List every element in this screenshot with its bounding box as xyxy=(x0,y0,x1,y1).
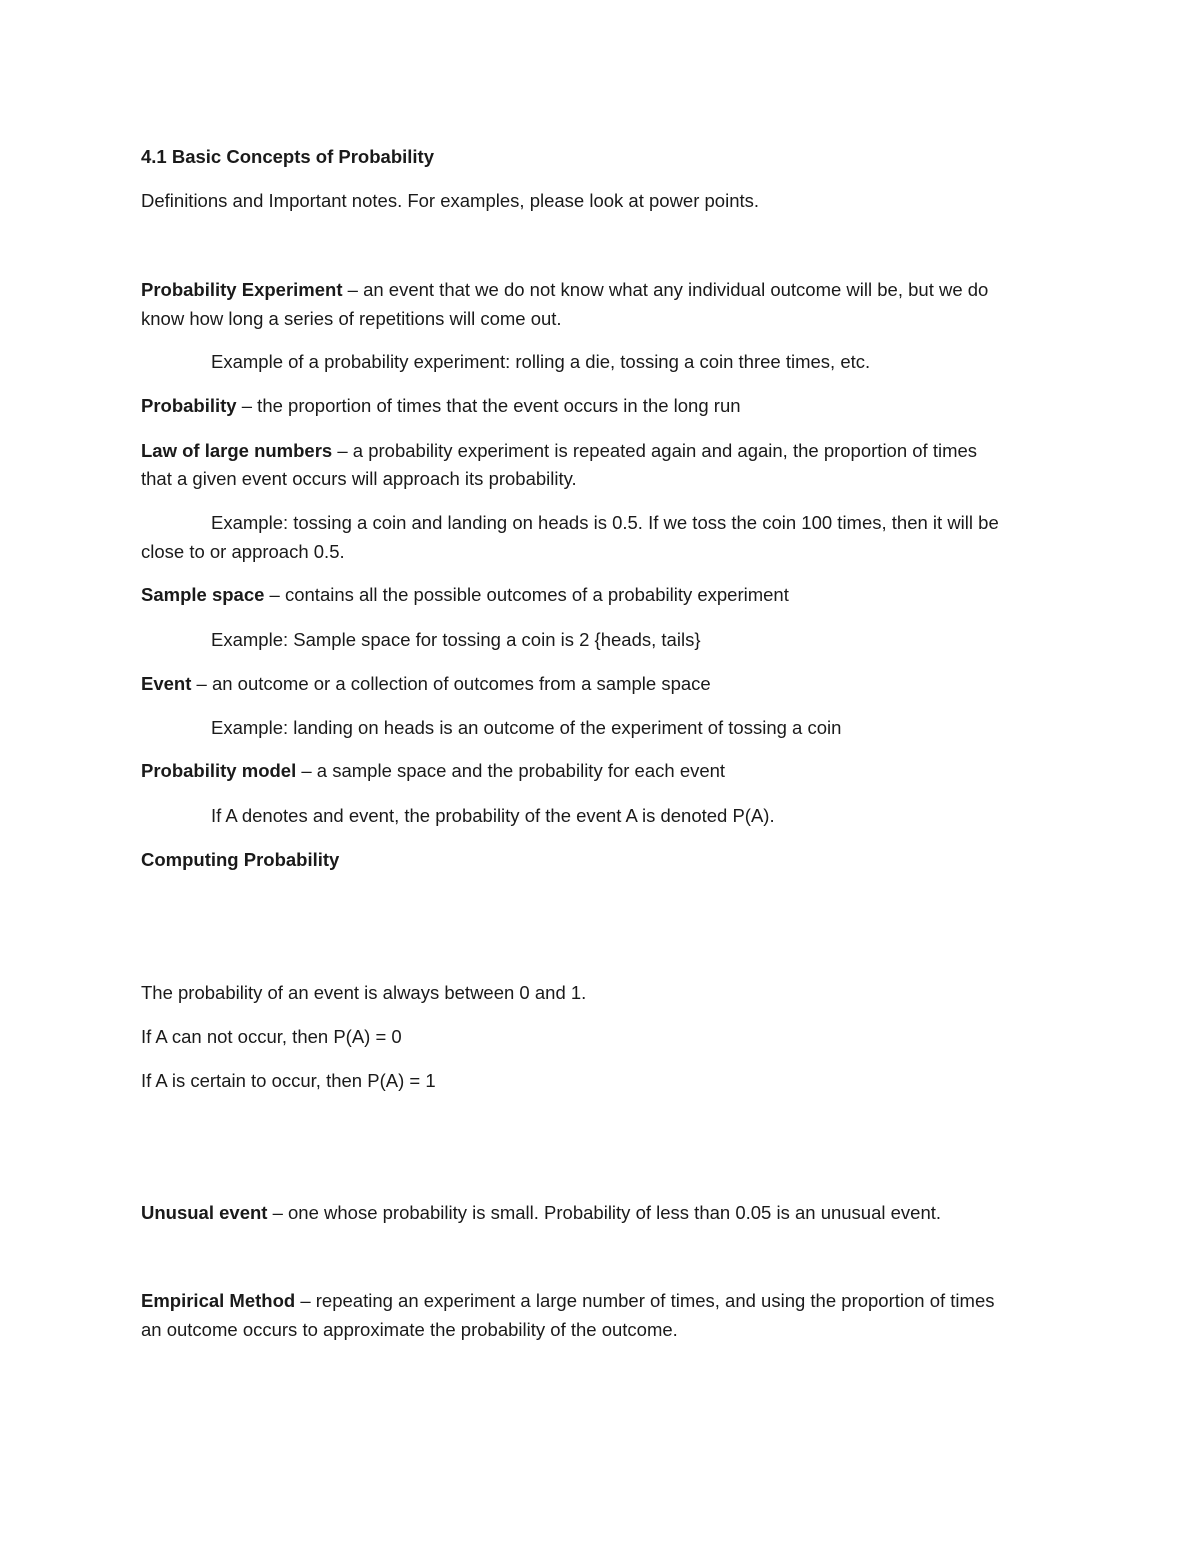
term-probability: Probability xyxy=(141,395,237,416)
definition-event: Event – an outcome or a collection of outcomes from a sample space xyxy=(141,673,711,694)
definition-probability-experiment-cont: know how long a series of repetitions will come out. xyxy=(141,308,562,329)
term-sample-space: Sample space xyxy=(141,584,265,605)
definition-probability-model: Probability model – a sample space and the probability for each event xyxy=(141,760,726,781)
definition-law-large-numbers-cont: that a given event occurs will approach its probability. xyxy=(141,468,577,489)
definition-empirical-method-cont: an outcome occurs to approximate the probability of the outcome. xyxy=(141,1319,678,1340)
definition-probability: Probability – the proportion of times that the event occurs in the long run xyxy=(141,395,741,416)
definition-empirical-method: Empirical Method – repeating an experiment a large number of times, and using the proportion of times xyxy=(141,1290,995,1311)
section-title: 4.1 Basic Concepts of Probability xyxy=(141,146,434,167)
term-empirical-method: Empirical Method xyxy=(141,1290,296,1311)
example-event: Example: landing on heads is an outcome of the experiment of tossing a coin xyxy=(211,717,842,738)
definition-law-large-numbers: Law of large numbers – a probability experiment is repeated again and again, the proportion of times xyxy=(141,440,978,461)
computing-heading: Computing Probability xyxy=(141,849,340,870)
intro-text: Definitions and Important notes. For examples, please look at power points. xyxy=(141,190,760,211)
example-probability-experiment: Example of a probability experiment: rolling a die, tossing a coin three times, etc. xyxy=(211,351,871,372)
note-probability-model: If A denotes and event, the probability of the event A is denoted P(A). xyxy=(211,805,775,826)
example-law-large-numbers-cont: close to or approach 0.5. xyxy=(141,541,345,562)
term-unusual-event: Unusual event xyxy=(141,1202,268,1223)
term-probability-experiment: Probability Experiment xyxy=(141,279,343,300)
term-event: Event xyxy=(141,673,192,694)
computing-rule-range: The probability of an event is always between 0 and 1. xyxy=(141,982,587,1003)
example-sample-space: Example: Sample space for tossing a coin is 2 {heads, tails} xyxy=(211,629,701,650)
computing-rule-zero: If A can not occur, then P(A) = 0 xyxy=(141,1026,402,1047)
definition-probability-experiment: Probability Experiment – an event that we do not know what any individual outcome will be, but we do xyxy=(141,279,989,300)
term-law-large-numbers: Law of large numbers xyxy=(141,440,333,461)
term-probability-model: Probability model xyxy=(141,760,297,781)
computing-rule-one: If A is certain to occur, then P(A) = 1 xyxy=(141,1070,436,1091)
definition-unusual-event: Unusual event – one whose probability is small. Probability of less than 0.05 is an unusual event. xyxy=(141,1202,942,1223)
definition-sample-space: Sample space – contains all the possible outcomes of a probability experiment xyxy=(141,584,789,605)
example-law-large-numbers: Example: tossing a coin and landing on heads is 0.5. If we toss the coin 100 times, then it will be xyxy=(211,512,999,533)
